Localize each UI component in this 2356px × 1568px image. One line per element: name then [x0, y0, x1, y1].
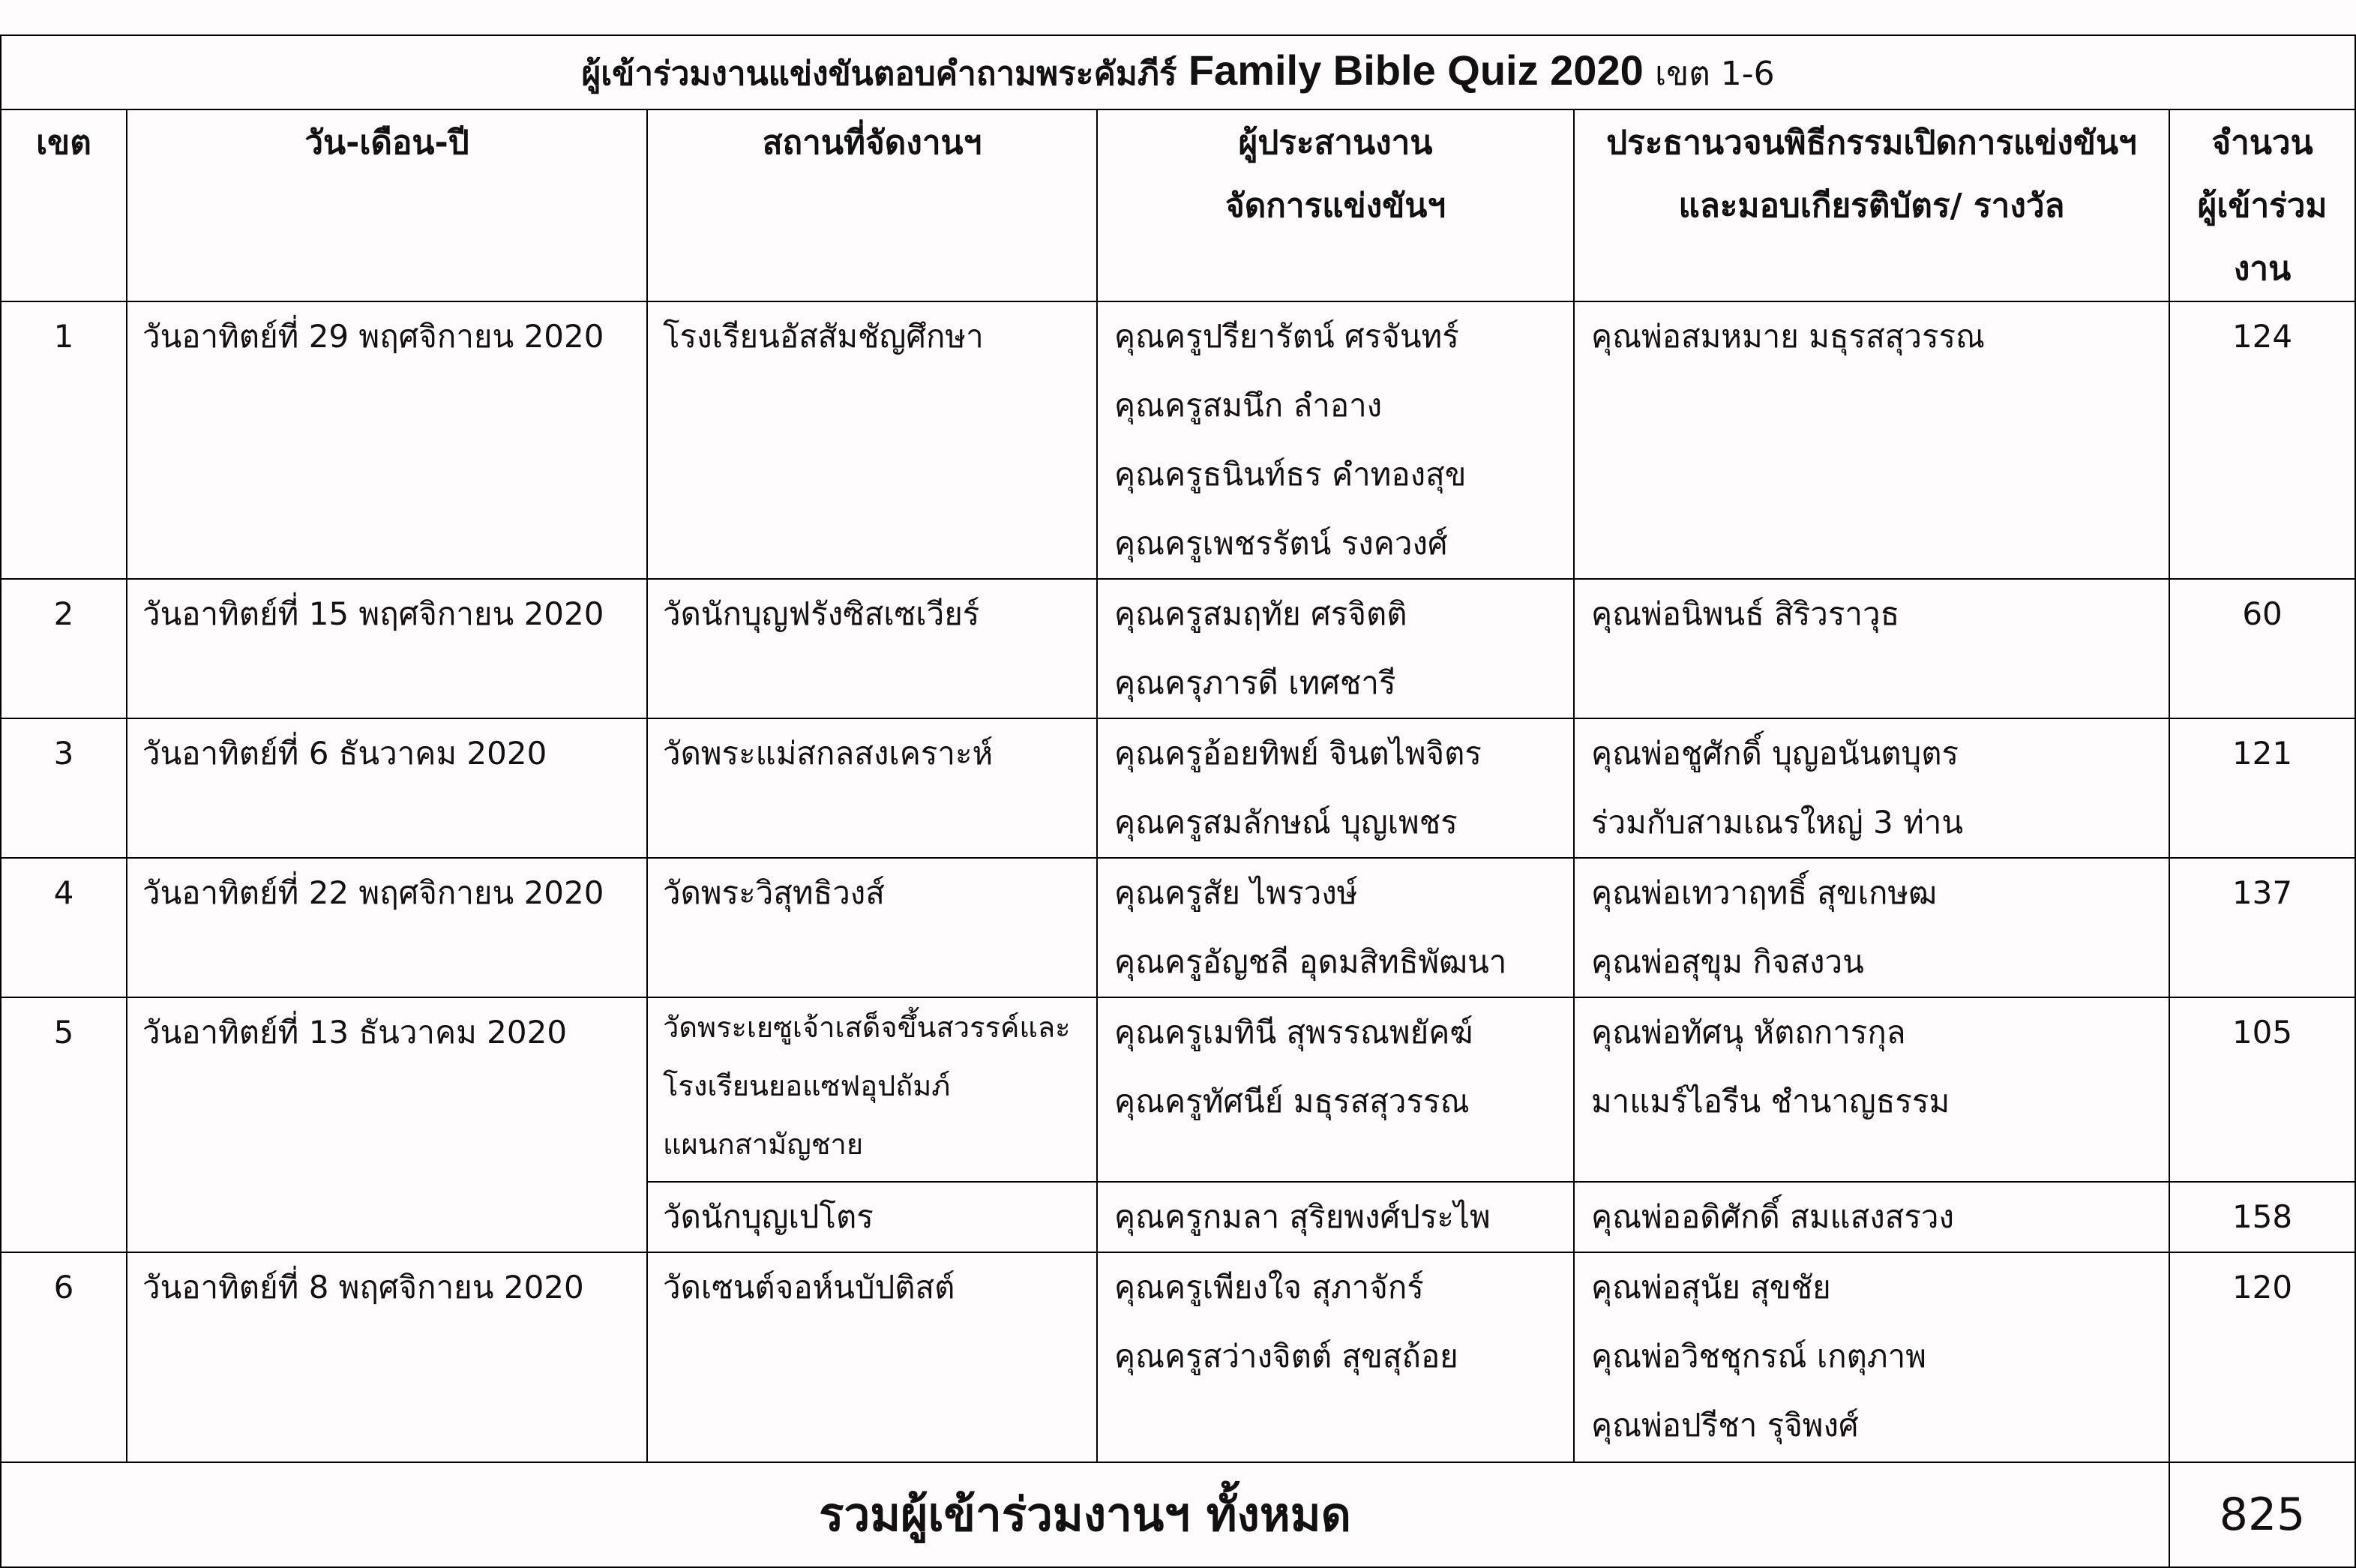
count-cell: 60 — [2169, 579, 2355, 718]
chair-name: คุณพ่อสุขุม กิจสงวน — [1591, 943, 1864, 980]
table-title — [1, 35, 2355, 109]
date-cell: วันอาทิตย์ที่ 13 ธันวาคม 2020 — [127, 997, 647, 1252]
header-chair-line-2: และมอบเกียรติบัตร/ รางวัล — [1678, 187, 2065, 225]
venue-line: วัดนักบุญฟรังซิสเซเวียร์ — [663, 595, 980, 632]
coordinator-name: คุณครุภารดี เทศชารี — [1114, 664, 1396, 701]
venue-line: โรงเรียนยอแซฟอุปถัมภ์ — [663, 1069, 951, 1102]
chair-name: คุณพ่ออดิศักดิ์ สมแสงสรวง — [1591, 1198, 1955, 1235]
header-date: วัน-เดือน-ปี — [127, 109, 647, 301]
header-coordinator — [1097, 109, 1574, 301]
chair-name: คุณพ่อสุนัย สุขชัย — [1591, 1269, 1831, 1306]
participants-table — [0, 34, 2356, 1568]
coordinator-name: คุณครูทัศนีย์ มธุรสสุวรรณ — [1114, 1083, 1470, 1120]
header-chair-line-1: ประธานวจนพิธีกรรมเปิดการแข่งขันฯ — [1606, 124, 2137, 162]
coordinator-cell — [1097, 1252, 1574, 1462]
coordinator-cell — [1097, 718, 1574, 858]
venue-cell — [647, 997, 1097, 1182]
venue-cell — [647, 579, 1097, 718]
zone-cell: 6 — [1, 1252, 127, 1462]
chair-cell — [1574, 858, 2169, 997]
header-zone: เขต — [1, 109, 127, 301]
chair-name: คุณพ่อทัศนุ หัตถการกุล — [1591, 1014, 1906, 1051]
venue-line: แผนกสามัญชาย — [663, 1128, 864, 1161]
chair-cell — [1574, 1182, 2169, 1252]
header-count-line-1: จำนวน — [2211, 124, 2313, 162]
coordinator-cell — [1097, 579, 1574, 718]
header-chair — [1574, 109, 2169, 301]
chair-name: คุณพ่อชูศักดิ์ บุญอนันตบุตร — [1591, 735, 1959, 772]
date-cell: วันอาทิตย์ที่ 6 ธันวาคม 2020 — [127, 718, 647, 858]
participants-sheet — [0, 34, 2355, 1568]
venue-cell — [647, 718, 1097, 858]
date-cell: วันอาทิตย์ที่ 15 พฤศจิกายน 2020 — [127, 579, 647, 718]
zone-cell: 3 — [1, 718, 127, 858]
zone-cell: 5 — [1, 997, 127, 1252]
chair-cell — [1574, 718, 2169, 858]
count-cell: 124 — [2169, 301, 2355, 579]
table-row — [1, 1252, 2355, 1462]
chair-name: คุณพ่อเทวาฤทธิ์ สุขเกษฒ — [1591, 874, 1938, 911]
coordinator-name: คุณครูสัย ไพรวงษ์ — [1114, 874, 1358, 911]
chair-cell — [1574, 997, 2169, 1182]
count-cell: 158 — [2169, 1182, 2355, 1252]
coordinator-name: คุณครูปรียารัตน์ ศรจันทร์ — [1114, 318, 1459, 355]
coordinator-name: คุณครูเมทินี สุพรรณพยัคฆ์ — [1114, 1014, 1473, 1051]
date-cell: วันอาทิตย์ที่ 29 พฤศจิกายน 2020 — [127, 301, 647, 579]
header-count — [2169, 109, 2355, 301]
venue-line: วัดพระแม่สกลสงเคราะห์ — [663, 735, 994, 772]
coordinator-name: คุณครูอัญชลี อุดมสิทธิพัฒนา — [1114, 943, 1507, 980]
table-row — [1, 997, 2355, 1182]
header-count-line-3: งาน — [2233, 250, 2292, 288]
header-venue: สถานที่จัดงานฯ — [647, 109, 1097, 301]
venue-line: โรงเรียนอัสสัมชัญศึกษา — [663, 318, 984, 355]
table-row — [1, 301, 2355, 579]
title-english: Family Bible Quiz 2020 — [1188, 46, 1644, 94]
header-row — [1, 109, 2355, 301]
venue-line: วัดนักบุญเปโตร — [663, 1198, 874, 1235]
chair-name: คุณพ่อวิชชุกรณ์ เกตุภาพ — [1591, 1338, 1926, 1375]
table-row — [1, 718, 2355, 858]
chair-name: คุณพ่อสมหมาย มธุรสสุวรรณ — [1591, 318, 1986, 355]
title-row — [1, 35, 2355, 109]
count-cell: 105 — [2169, 997, 2355, 1182]
chair-cell — [1574, 301, 2169, 579]
title-thai: ผู้เข้าร่วมงานแข่งขันตอบคำถามพระคัมภีร์ — [581, 55, 1177, 93]
chair-cell — [1574, 1252, 2169, 1462]
coordinator-name: คุณครูอ้อยทิพย์ จินตไพจิตร — [1114, 735, 1482, 772]
total-row — [1, 1462, 2355, 1567]
venue-cell — [647, 301, 1097, 579]
coordinator-name: คุณครูเพชรรัตน์ รงควงศ์ — [1114, 525, 1448, 562]
coordinator-cell — [1097, 858, 1574, 997]
count-cell: 120 — [2169, 1252, 2355, 1462]
coordinator-name: คุณครูสมลักษณ์ บุญเพชร — [1114, 804, 1458, 841]
total-value: 825 — [2169, 1462, 2355, 1567]
coordinator-cell — [1097, 997, 1574, 1182]
chair-name: ร่วมกับสามเณรใหญ่ 3 ท่าน — [1591, 804, 1964, 841]
table-row — [1, 579, 2355, 718]
coordinator-name: คุณครูเพียงใจ สุภาจักร์ — [1114, 1269, 1424, 1306]
zone-cell: 1 — [1, 301, 127, 579]
venue-line: วัดพระเยซูเจ้าเสด็จขึ้นสวรรค์และ — [663, 1011, 1071, 1044]
count-cell: 137 — [2169, 858, 2355, 997]
header-coordinator-line-1: ผู้ประสานงาน — [1238, 124, 1433, 162]
chair-name: มาแมร์ไอรีน ชำนาญธรรม — [1591, 1083, 1950, 1120]
header-coordinator-line-2: จัดการแข่งขันฯ — [1224, 187, 1446, 225]
zone-cell: 4 — [1, 858, 127, 997]
date-cell: วันอาทิตย์ที่ 22 พฤศจิกายน 2020 — [127, 858, 647, 997]
venue-cell — [647, 1182, 1097, 1252]
coordinator-name: คุณครูธนินท์ธร คำทองสุข — [1114, 456, 1467, 493]
count-cell: 121 — [2169, 718, 2355, 858]
table-row — [1, 858, 2355, 997]
chair-name: คุณพ่อปรีชา รุจิพงศ์ — [1591, 1407, 1859, 1444]
title-suffix: เขต 1-6 — [1655, 55, 1775, 93]
header-count-line-2: ผู้เข้าร่วม — [2197, 187, 2328, 225]
zone-cell: 2 — [1, 579, 127, 718]
coordinator-name: คุณครูสว่างจิตต์ สุขสุถ้อย — [1114, 1338, 1458, 1375]
chair-cell — [1574, 579, 2169, 718]
coordinator-name: คุณครูสมฤทัย ศรจิตติ — [1114, 595, 1407, 632]
coordinator-name: คุณครูกมลา สุริยพงศ์ประไพ — [1114, 1198, 1491, 1235]
venue-cell — [647, 1252, 1097, 1462]
venue-line: วัดพระวิสุทธิวงส์ — [663, 874, 885, 911]
date-cell: วันอาทิตย์ที่ 8 พฤศจิกายน 2020 — [127, 1252, 647, 1462]
total-label: รวมผู้เข้าร่วมงานฯ ทั้งหมด — [1, 1462, 2169, 1567]
chair-name: คุณพ่อนิพนธ์ สิริวราวุธ — [1591, 595, 1900, 632]
coordinator-cell — [1097, 1182, 1574, 1252]
coordinator-name: คุณครูสมนึก ลำอาง — [1114, 387, 1383, 424]
venue-cell — [647, 858, 1097, 997]
venue-line: วัดเซนต์จอห์นบัปติสต์ — [663, 1269, 955, 1306]
coordinator-cell — [1097, 301, 1574, 579]
